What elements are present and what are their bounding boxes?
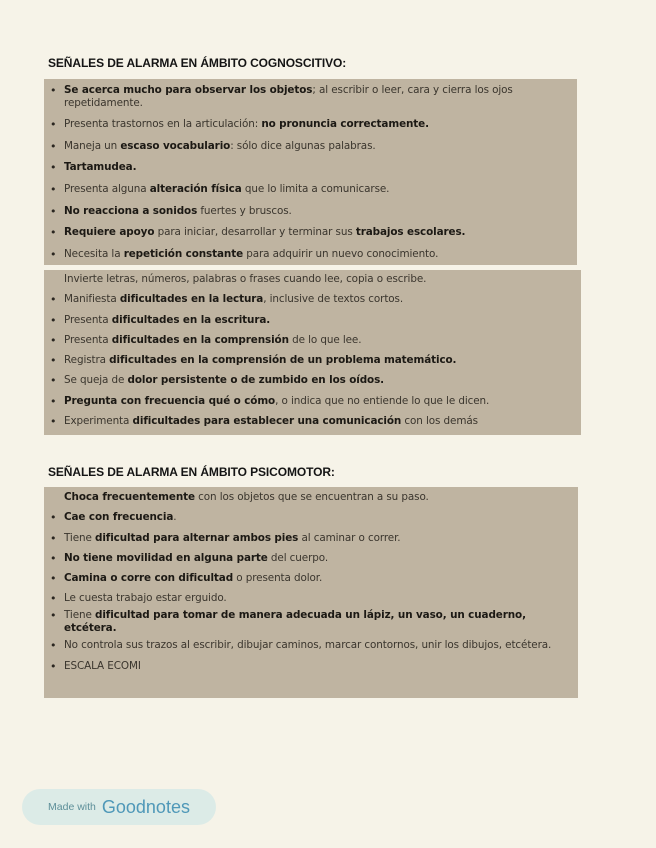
goodnotes-logo: Goodnotes (101, 796, 190, 817)
item-text: para adquirir un nuevo conocimiento. (243, 248, 439, 261)
bullet-icon: • (50, 531, 57, 545)
list-item (44, 205, 577, 218)
item-text-bold: dolor persistente o de zumbido en los oídos. (127, 374, 385, 387)
item-text: Manifiesta (64, 293, 120, 306)
bullet-icon: • (50, 551, 57, 565)
item-text-bold: Se acerca mucho para observar los objetos (64, 84, 313, 96)
item-text: Tiene (64, 531, 95, 544)
item-text: ; al escribir o leer, cara y cierra los ojos repetidamente. (64, 84, 513, 109)
section-title-cognoscitivo: SEÑALES DE ALARMA EN ÁMBITO COGNOSCITIVO: (48, 56, 347, 70)
section-title-psicomotor: SEÑALES DE ALARMA EN ÁMBITO PSICOMOTOR: (48, 465, 335, 479)
bullet-icon: • (50, 183, 57, 197)
item-text: del cuerpo. (267, 551, 329, 564)
item-text-bold: dificultad para alternar ambos pies (95, 531, 299, 544)
item-text: Necesita la (64, 248, 124, 261)
bullet-icon: • (50, 572, 57, 586)
item-text-bold: repetición constante (123, 248, 244, 261)
bullet-icon: • (50, 84, 57, 97)
item-text-bold: Pregunta con frecuencia qué o cómo (64, 394, 276, 407)
list-item (44, 118, 577, 131)
bullet-icon: • (50, 204, 57, 218)
badge-prefix: Made with (48, 801, 96, 813)
item-text-bold: alteración física (149, 183, 242, 196)
psicomotor-list (44, 491, 578, 673)
bullet-icon: • (50, 639, 57, 653)
item-text: Presenta (64, 313, 112, 326)
bullet-icon: • (50, 511, 57, 525)
list-item (44, 226, 577, 239)
item-text: para iniciar, desarrollar y terminar sus (154, 226, 356, 239)
list-item (44, 491, 578, 504)
item-text: . (173, 511, 177, 524)
item-text-bold: dificultades en la comprensión de un problema matemático. (109, 354, 457, 367)
item-text-bold: Tartamudea. (64, 161, 137, 174)
item-text: : sólo dice algunas palabras. (230, 139, 376, 152)
list-item (44, 415, 581, 428)
item-text: Experimenta (64, 415, 133, 428)
item-text: Le cuesta trabajo estar erguido. (64, 592, 227, 605)
item-text-bold: dificultades para establecer una comunicación (132, 415, 402, 428)
item-text-bold: dificultades en la escritura. (111, 313, 271, 326)
list-item (44, 140, 577, 153)
item-text: , o indica que no entiende lo que le dicen. (275, 394, 490, 407)
item-text: con los objetos que se encuentran a su paso. (194, 491, 429, 503)
item-text: Presenta alguna (64, 183, 150, 196)
cognoscitivo-list (44, 84, 577, 261)
cognoscitivo-list-continued (44, 273, 581, 428)
item-text-bold: Requiere apoyo (64, 226, 155, 239)
bullet-icon: • (50, 333, 57, 347)
list-item (44, 609, 578, 635)
item-text-bold: dificultades en la comprensión (111, 333, 289, 346)
item-text: fuertes y bruscos. (197, 204, 292, 217)
list-item (44, 354, 581, 367)
item-text-bold: Choca frecuentemente (64, 491, 195, 503)
list-item (44, 183, 577, 196)
list-item (44, 374, 581, 387)
item-text: No controla sus trazos al escribir, dibujar caminos, marcar contornos, unir los dibujos, etcétera. (64, 639, 552, 652)
item-text-bold: no pronuncia correctamente. (261, 118, 429, 130)
item-text: que lo limita a comunicarse. (241, 183, 390, 196)
bullet-icon: • (50, 374, 57, 388)
item-text-bold: No reacciona a sonidos (64, 204, 198, 217)
item-text: o presenta dolor. (233, 572, 323, 585)
list-item (44, 572, 578, 585)
bullet-icon: • (50, 226, 57, 240)
item-text-bold: Cae con frecuencia (64, 511, 174, 524)
item-text: Maneja un (64, 139, 121, 152)
bullet-icon: • (50, 659, 57, 673)
list-item (44, 293, 581, 306)
cognoscitivo-list-block-continued (44, 270, 581, 435)
item-text-bold: Camina o corre con dificultad (64, 572, 234, 585)
list-item (44, 395, 581, 408)
item-text: , inclusive de textos cortos. (263, 293, 404, 306)
item-text: Invierte letras, números, palabras o frases cuando lee, copia o escribe. (64, 273, 427, 285)
item-text: Se queja de (64, 374, 128, 387)
item-text: Presenta (64, 333, 112, 346)
list-item (44, 84, 577, 110)
bullet-icon: • (50, 354, 57, 368)
list-item (44, 248, 577, 261)
list-item (44, 273, 581, 286)
item-text-bold: No tiene movilidad en alguna parte (64, 551, 268, 564)
bullet-icon: • (50, 609, 57, 623)
item-text: Tiene (64, 609, 95, 622)
item-text: Registra (64, 354, 110, 367)
bullet-icon: • (50, 118, 57, 131)
item-text-bold: escaso vocabulario (120, 139, 231, 152)
bullet-icon: • (50, 293, 57, 307)
list-item (44, 532, 578, 545)
item-text: con los demás (401, 415, 478, 428)
list-item (44, 592, 578, 605)
bullet-icon: • (50, 161, 57, 175)
bullet-icon: • (50, 139, 57, 153)
psicomotor-list-block (44, 487, 578, 698)
cognoscitivo-list-block (44, 79, 577, 265)
list-item (44, 552, 578, 565)
list-item (44, 639, 578, 652)
item-text: al caminar o correr. (298, 531, 401, 544)
bullet-icon: • (50, 313, 57, 327)
item-text: Presenta trastornos en la articulación: (64, 118, 262, 130)
item-text-bold: trabajos escolares. (355, 226, 466, 239)
list-item (44, 161, 577, 174)
item-text: de lo que lee. (288, 333, 362, 346)
bullet-icon: • (50, 592, 57, 606)
item-text: ESCALA ECOMI (64, 659, 141, 672)
list-item (44, 660, 578, 673)
list-item (44, 334, 581, 347)
item-text-bold: dificultad para tomar de manera adecuada un lápiz, un vaso, un cuaderno, etcétera. (64, 609, 526, 635)
list-item (44, 511, 578, 524)
bullet-icon: • (50, 394, 57, 408)
list-item (44, 314, 581, 327)
goodnotes-badge[interactable] (22, 789, 216, 825)
bullet-icon: • (50, 248, 57, 262)
bullet-icon: • (50, 415, 57, 429)
item-text-bold: dificultades en la lectura (119, 293, 264, 306)
